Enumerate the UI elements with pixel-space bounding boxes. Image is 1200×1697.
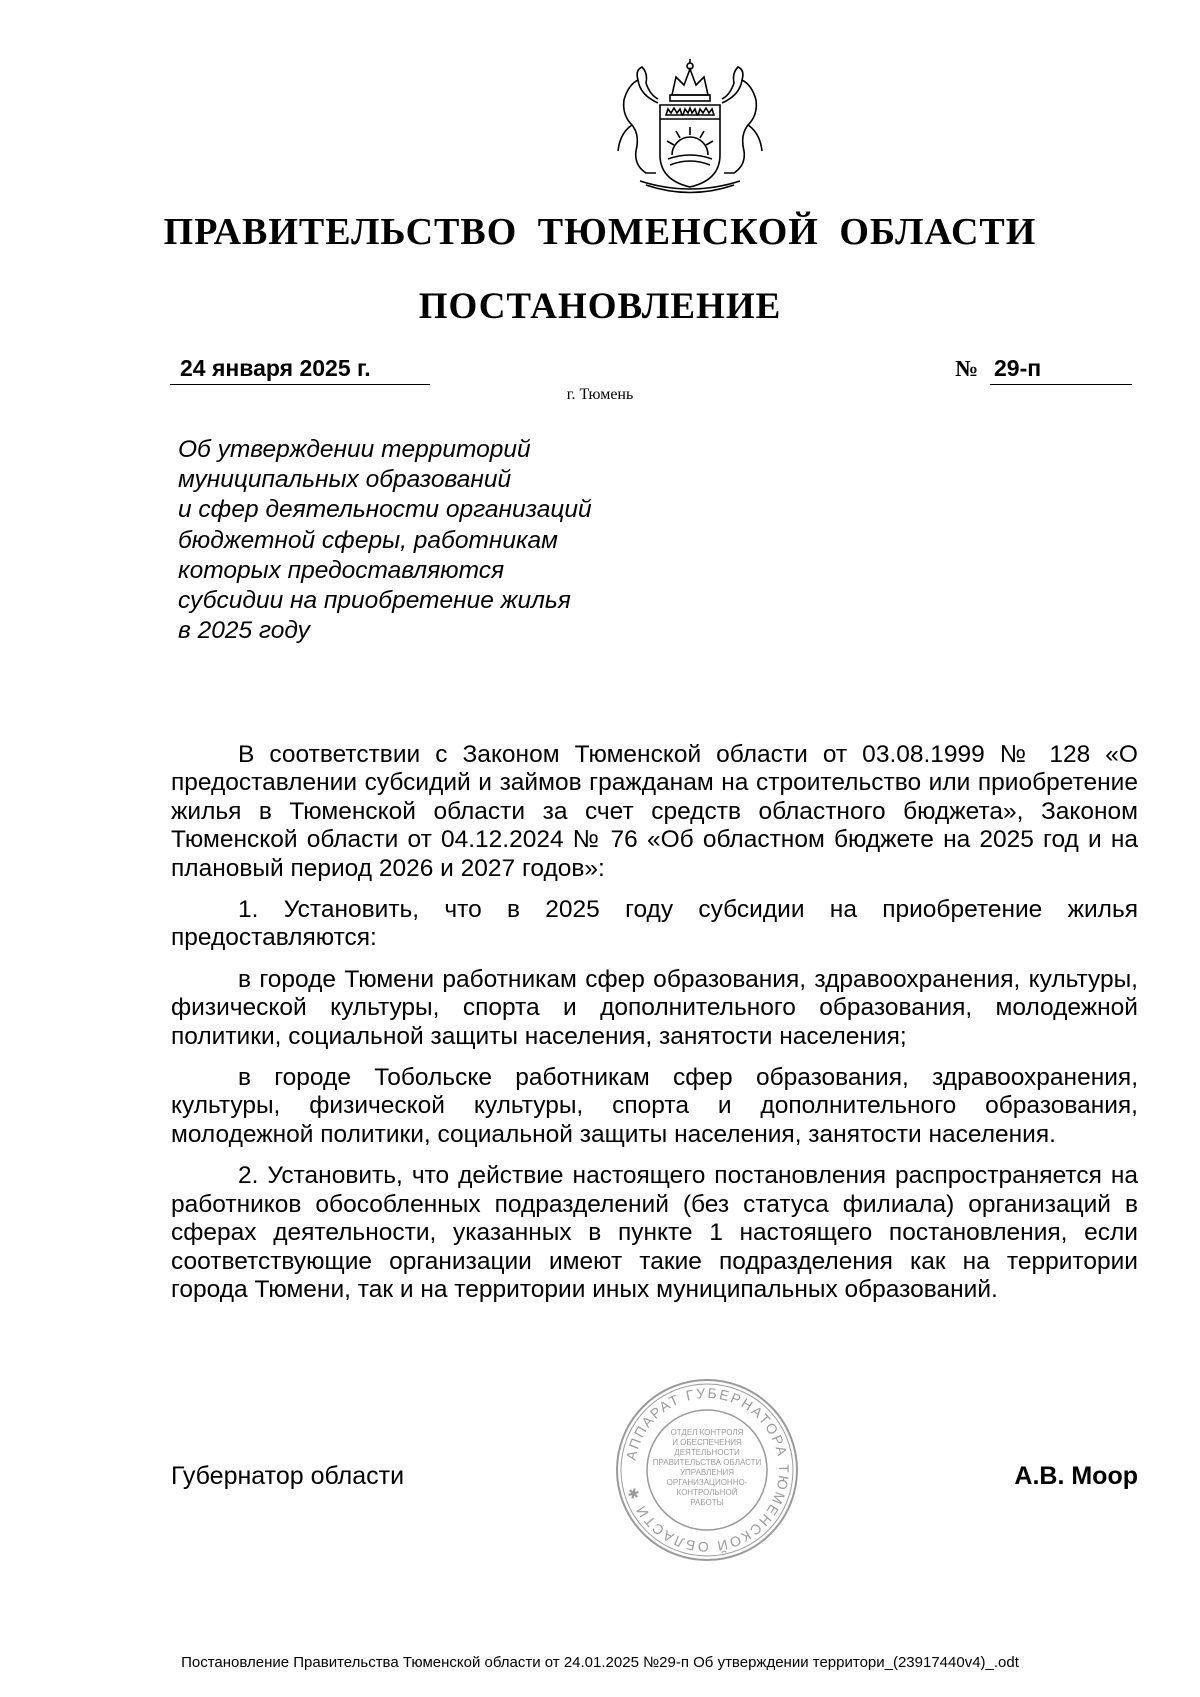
svg-text:ОТДЕЛ КОНТРОЛЯ: ОТДЕЛ КОНТРОЛЯ xyxy=(670,1428,744,1437)
signatory-name: А.В. Моор xyxy=(1014,1462,1138,1490)
document-date: 24 января 2025 г. xyxy=(170,355,430,385)
item-1-tobolsk-paragraph: в городе Тобольске работникам сфер образования, здравоохранения, культуры, физической культуры, спорта и дополнительного образования, молодежной политики, социальной защиты населения, занятости населения. xyxy=(171,1064,1138,1148)
document-subject xyxy=(178,435,698,646)
svg-text:ОРГАНИЗАЦИОННО-: ОРГАНИЗАЦИОННО- xyxy=(666,1478,748,1487)
svg-text:ПРАВИТЕЛЬСТВА ОБЛАСТИ: ПРАВИТЕЛЬСТВА ОБЛАСТИ xyxy=(652,1458,762,1467)
svg-text:И ОБЕСПЕЧЕНИЯ: И ОБЕСПЕЧЕНИЯ xyxy=(672,1438,742,1447)
preamble-paragraph: В соответствии с Законом Тюменской области от 03.08.1999 № 128 «О предоставлении субсидий и займов гражданам на строительство или приобретение жилья в Тюменской области за счет средств областного бюджета», Законом Тюменской области от 04.12.2024 № 76 «Об областном бюджете на 2025 год и на плановый период 2026 и 2027 годов»: xyxy=(171,741,1138,882)
subject-line: и сфер деятельности организаций xyxy=(178,496,592,524)
official-seal-stamp xyxy=(612,1375,802,1565)
subject-line: которых предоставляются xyxy=(178,556,505,584)
subject-line: бюджетной сферы, работникам xyxy=(178,526,558,554)
item-1-tyumen-paragraph: в городе Тюмени работникам сфер образования, здравоохранения, культуры, физической культуры, спорта и дополнительного образования, молодежной политики, социальной защиты населения, занятости населения; xyxy=(171,965,1138,1050)
subject-line: муниципальных образований xyxy=(178,466,512,494)
svg-text:АППАРАТ ГУБЕРНАТОРА ТЮМЕНСКОЙ: АППАРАТ ГУБЕРНАТОРА ТЮМЕНСКОЙ ОБЛАСТИ ✱ xyxy=(622,1384,793,1556)
subject-line: Об утверждении территорий xyxy=(178,436,531,463)
document-number: 29-п xyxy=(990,355,1132,385)
svg-text:РАБОТЫ: РАБОТЫ xyxy=(690,1498,724,1507)
file-footer: Постановление Правительства Тюменской области от 24.01.2025 №29-п Об утверждении территори_(23917440v4)_.odt xyxy=(181,1654,1019,1671)
city-of-issue: г. Тюмень xyxy=(566,386,634,403)
svg-text:ДЕЯТЕЛЬНОСТИ: ДЕЯТЕЛЬНОСТИ xyxy=(674,1448,740,1457)
coat-of-arms-emblem xyxy=(590,55,790,195)
document-body xyxy=(171,741,1138,1317)
signatory-role: Губернатор области xyxy=(171,1462,405,1490)
item-2-paragraph: 2. Установить, что действие настоящего постановления распространяется на работников обособленных подразделений (без статуса филиала) организаций в сферах деятельности, указанных в пункте 1 настоящего постановления, если соответствующие организации имеют такие подразделения как на территории города Тюмени, так и на территории иных муниципальных образований. xyxy=(171,1162,1138,1303)
svg-text:КОНТРОЛЬНОЙ: КОНТРОЛЬНОЙ xyxy=(676,1488,738,1497)
number-sign: № xyxy=(955,356,979,381)
document-type-heading: ПОСТАНОВЛЕНИЕ xyxy=(418,286,782,327)
svg-text:УПРАВЛЕНИЯ: УПРАВЛЕНИЯ xyxy=(679,1468,735,1477)
item-1-paragraph: 1. Установить, что в 2025 году субсидии на приобретение жилья предоставляются: xyxy=(171,896,1138,952)
subject-line: в 2025 году xyxy=(178,617,310,645)
subject-line: субсидии на приобретение жилья xyxy=(178,587,571,615)
organization-title: ПРАВИТЕЛЬСТВО ТЮМЕНСКОЙ ОБЛАСТИ xyxy=(163,211,1037,253)
